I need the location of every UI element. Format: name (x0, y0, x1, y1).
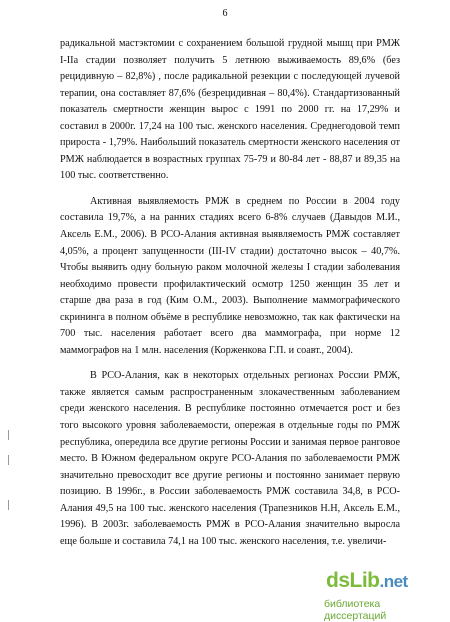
scan-margin-mark (8, 430, 12, 440)
watermark-tagline: библиотека диссертаций (324, 598, 387, 622)
watermark-logo (326, 569, 408, 593)
paragraph: В РСО-Алания, как в некоторых отдельных регионах России РМЖ, также является самым распространенным злокачественным заболеванием среди женского населения. В республике постоянно отмечается рост и без того высокого уровня заболеваемости, опережая в отдельные годы по РМЖ республика, опередила все другие регионы России и занимая первое ранговое место. В Южном федеральном округе РСО-Алания по заболеваемости РМЖ значительно превосходит все другие регионы и постоянно занимает первую позицию. В 1996г., в России заболеваемость РМЖ составила 34,8, в РСО-Алания 49,5 на 100 тыс. женского населения (Трапезников Н.Н, Аксель Е.М., 1996). В 2003г. заболеваемость РМЖ в РСО-Алания значительно выросла еще больше и составила 74,1 на 100 тыс. женского населения, т.е. увеличи- (60, 370, 400, 547)
paragraph: радикальной мастэктомии с сохранением большой грудной мышц при РМЖ I-IIa стадии позволяет получить 5 летнюю выживаемость 89,6% (без рецидивную – 82,8%) , после радикальной резекции с последующей лучевой терапии, она составляет 87,6% (безрецидивная – 80,4%). Стандартизованный показатель смертности женщин вырос с 1991 по 2000 гг. на 17,29% и составил в 2000г. 17,24 на 100 тыс. женского населения. Среднегодовой темп прироста - 1,79%. Наибольший показатель смертности женского населения от РМЖ наблюдается в возрастных группах 75-79 и 80-84 лет - 88,87 и 89,35 на 100 тыс. соответственно. (60, 38, 400, 182)
paragraph: Активная выявляемость РМЖ в среднем по России в 2004 году составила 19,7%, а на ранних стадиях всего 6-8% случаев (Давыдов М.И., Аксель Е.М., 2006). В РСО-Алания активная выявляемость РМЖ составляет 4,05%, а процент запущенности (III-IV стадии) достаточно высок – 40,7%. Чтобы выявить одну больную раком молочной железы I стадии заболевания необходимо провести профилактический осмотр 1250 женщин 35 лет и старше два раза в год (Ким О.М., 2003). Выполнение маммографического скрининга в полном объёме в республике невозможно, так как фактически на 700 тыс. населения работает всего два маммографа, при норме 12 маммографов на 1 млн. населения (Корженкова Г.П. и соавт., 2004). (60, 195, 400, 356)
scan-margin-mark (8, 500, 12, 510)
site-watermark[interactable] (318, 569, 444, 622)
watermark-logo-main: dsLib (326, 569, 380, 592)
scan-margin-mark (8, 455, 12, 465)
page-number: 6 (222, 8, 228, 19)
watermark-logo-suffix: .net (379, 572, 408, 591)
document-body (60, 36, 400, 550)
